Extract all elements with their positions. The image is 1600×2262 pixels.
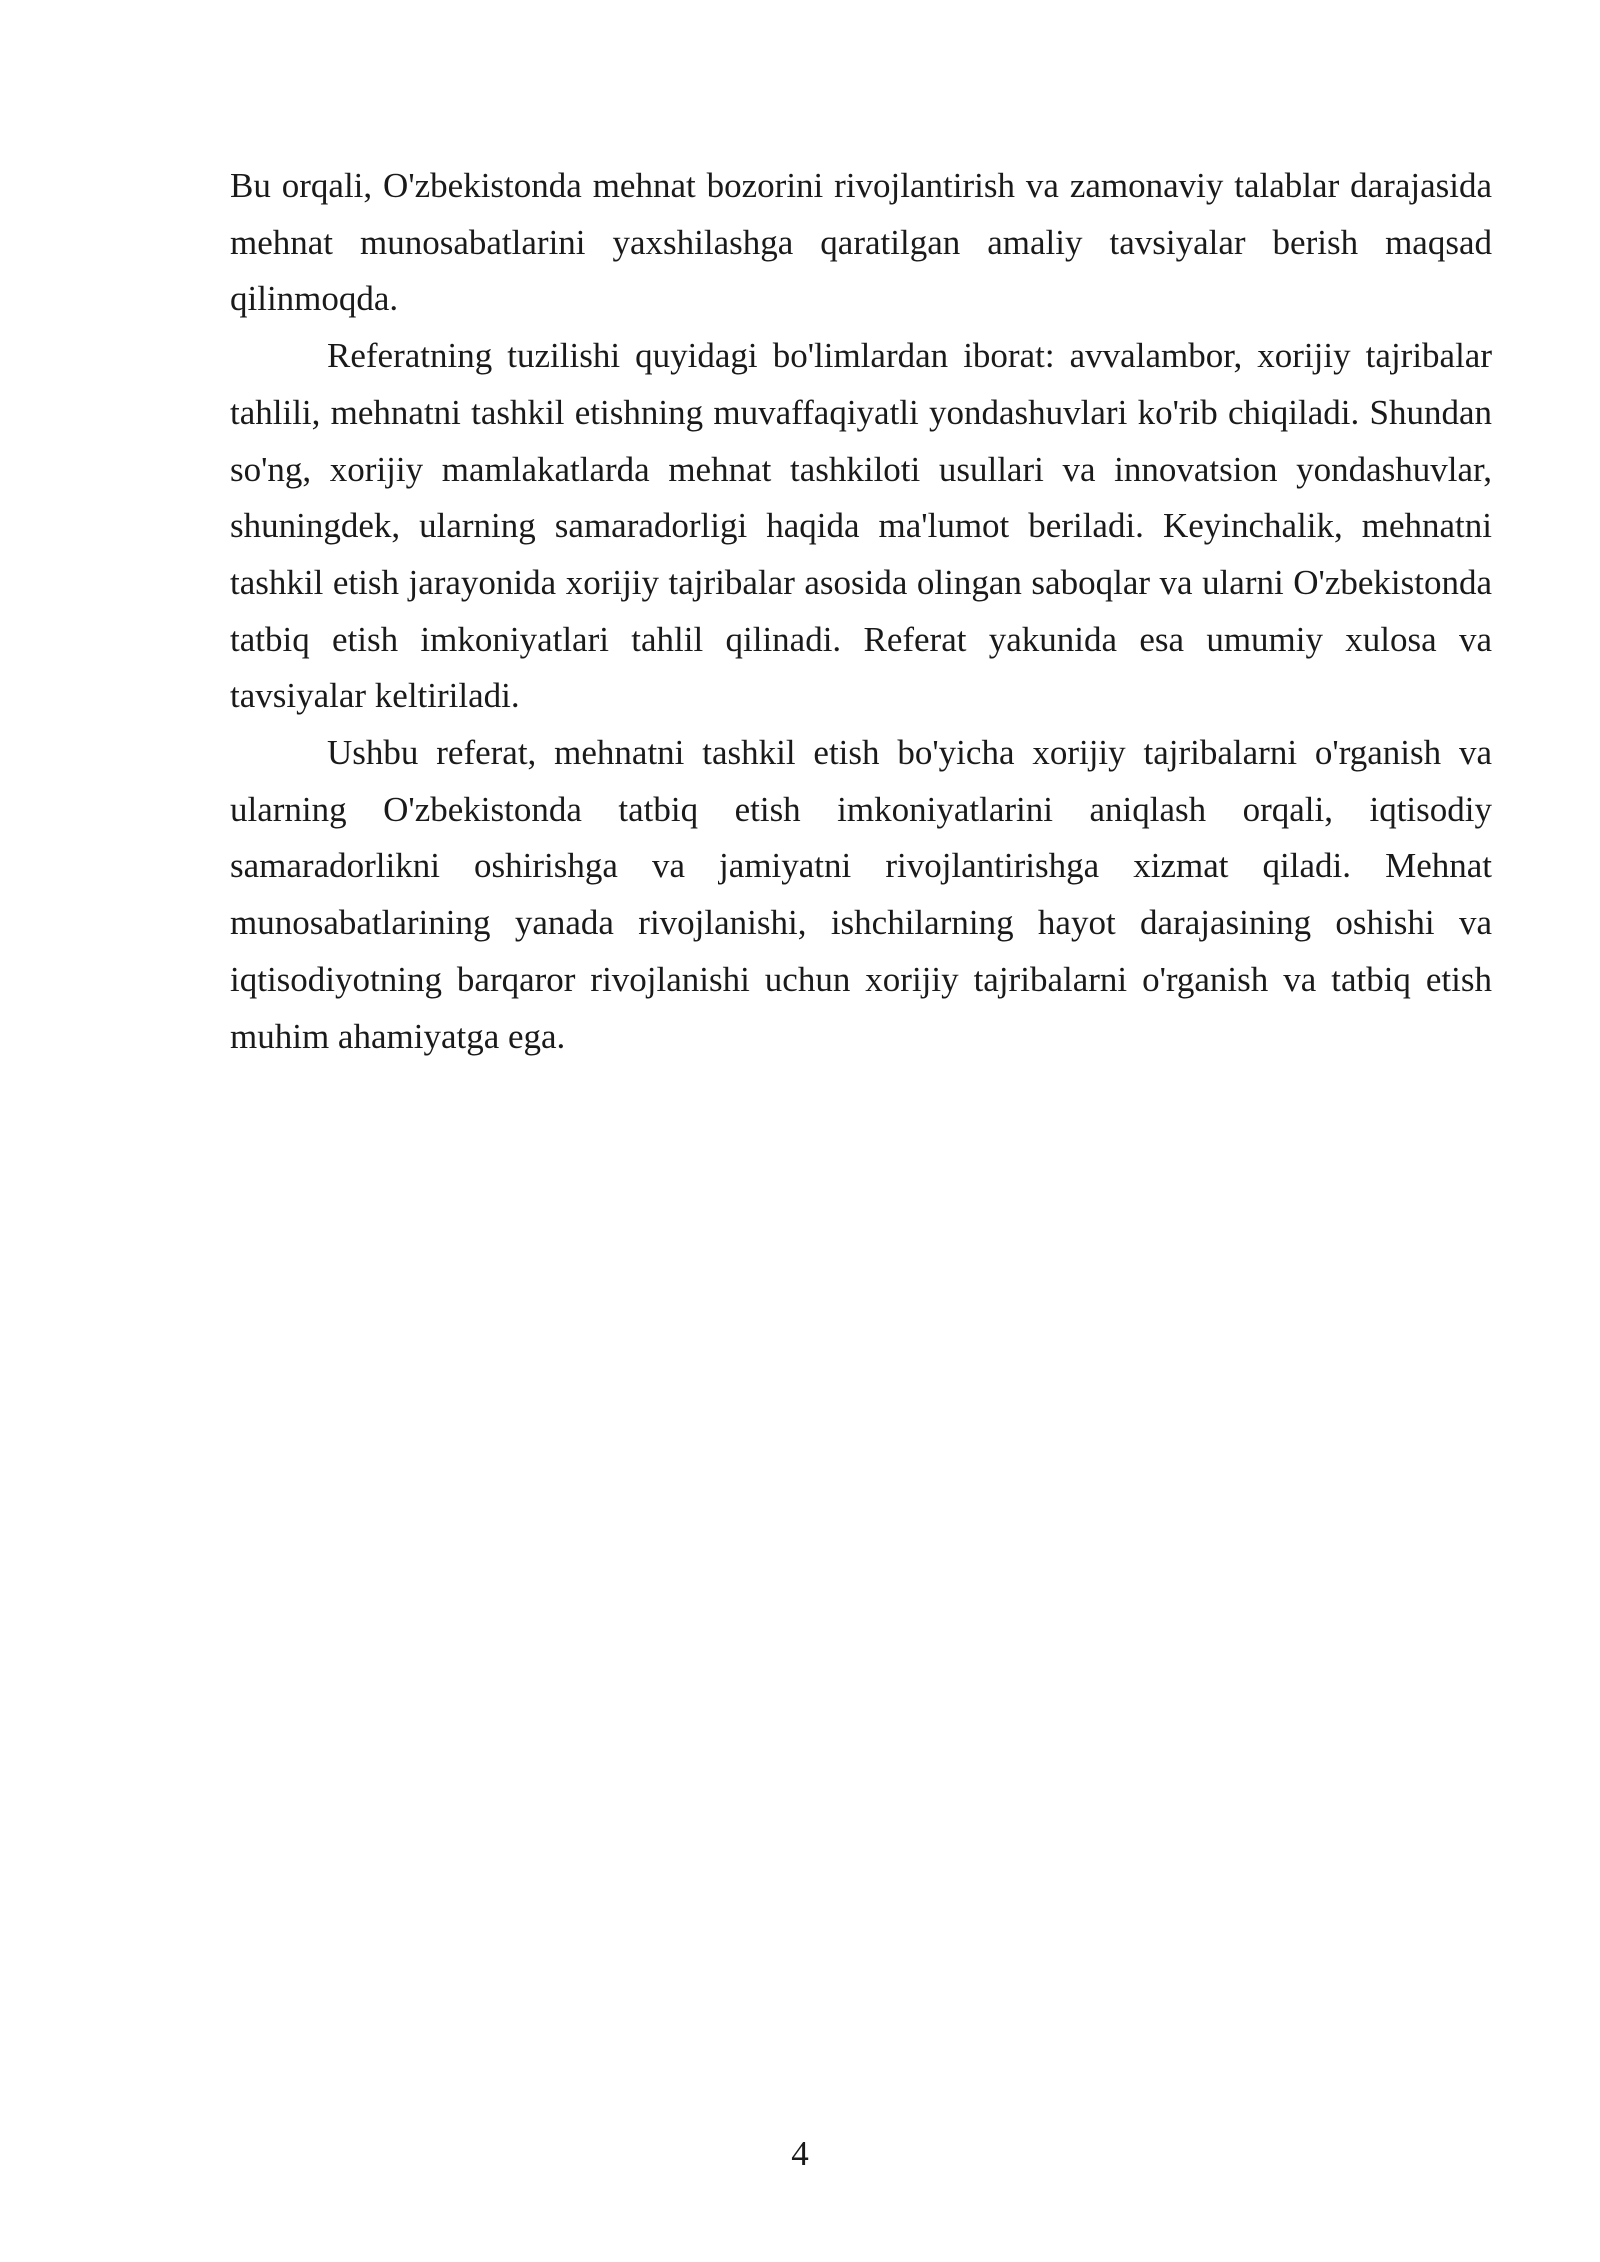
body-text — [230, 158, 1492, 1065]
paragraph-structure: Referatning tuzilishi quyidagi bo'limlardan iborat: avvalambor, xorijiy tajribalar tahlili, mehnatni tashkil etishning muvaffaqiyatli yondashuvlari ko'rib chiqiladi. Shundan so'ng, xorijiy mamlakatlarda mehnat tashkiloti usullari va innovatsion yondashuvlar, shuningdek, ularning samaradorligi haqida ma'lumot beriladi. Keyinchalik, mehnatni tashkil etish jarayonida xorijiy tajribalar asosida olingan saboqlar va ularni O'zbekistonda tatbiq etish imkoniyatlari tahlil qilinadi. Referat yakunida esa umumiy xulosa va tavsiyalar keltiriladi. — [230, 336, 1492, 716]
page-number: 4 — [791, 2134, 809, 2173]
paragraph-purpose: Ushbu referat, mehnatni tashkil etish bo'yicha xorijiy tajribalarni o'rganish va ularning O'zbekistonda tatbiq etish imkoniyatlarini aniqlash orqali, iqtisodiy samaradorlikni oshirishga va jamiyatni rivojlantirishga xizmat qiladi. Mehnat munosabatlarining yanada rivojlanishi, ishchilarning hayot darajasining oshishi va iqtisodiyotning barqaror rivojlanishi uchun xorijiy tajribalarni o'rganish va tatbiq etish muhim ahamiyatga ega. — [230, 733, 1492, 1056]
paragraph-intro-continuation: Bu orqali, O'zbekistonda mehnat bozorini rivojlantirish va zamonaviy talablar darajasida mehnat munosabatlarini yaxshilashga qaratilgan amaliy tavsiyalar berish maqsad qilinmoqda. — [230, 166, 1492, 319]
